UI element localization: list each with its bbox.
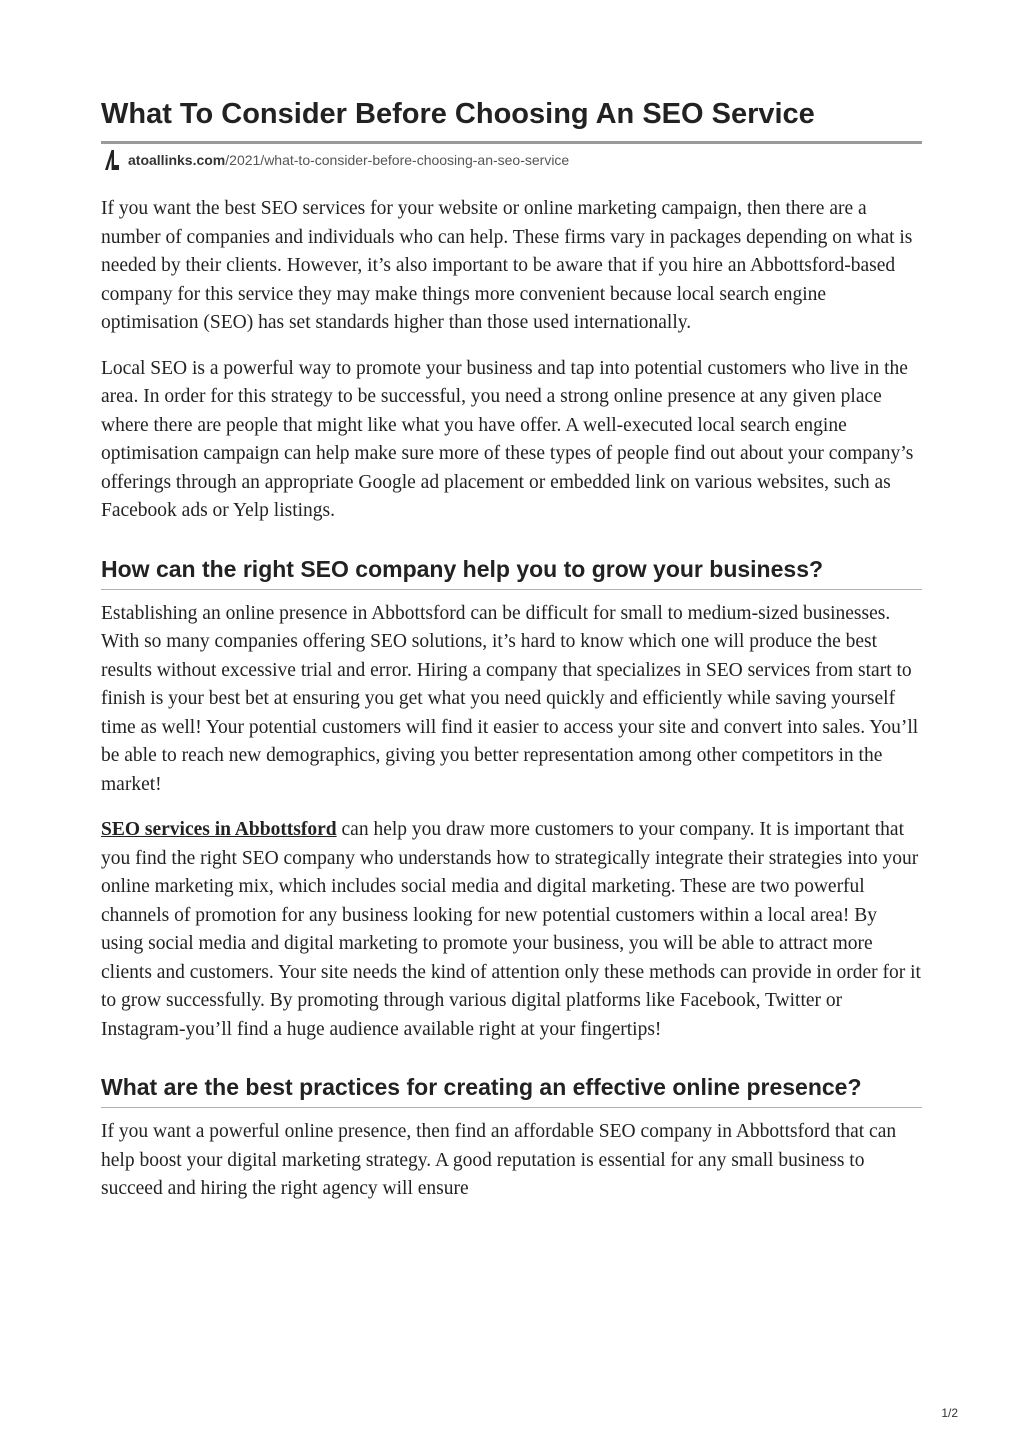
site-logo-icon <box>104 149 120 171</box>
intro-paragraph-2: Local SEO is a powerful way to promote your business and tap into potential customers who live in the area. In order for this strategy to be successful, you need a strong online presence at any given place where there are people that might like what you have offer. A well-executed local search engine optimisation campaign can help make sure more of these types of people find out about your company’s offerings through an appropriate Google ad placement or embedded link on various websites, such as Facebook ads or Yelp listings. <box>101 357 914 521</box>
source-domain[interactable]: atoallinks.com <box>128 152 226 168</box>
section1-paragraph-1: Establishing an online presence in Abbottsford can be difficult for small to medium-sized businesses. With so many companies offering SEO solutions, it’s hard to know which one will produce the best results without excessive trial and error. Hiring a company that specializes in SEO services from start to finish is your best bet at ensuring you get what you need quickly and efficiently while saving yourself time as well! Your potential customers will find it easier to access your site and convert into sales. You’ll be able to reach new demographics, giving you better representation among other competitors in the market! <box>101 602 919 795</box>
source-path[interactable]: /2021/what-to-consider-before-choosing-an-seo-service <box>225 152 570 168</box>
section2-paragraph-1: If you want a powerful online presence, then find an affordable SEO company in Abbottsford that can help boost your digital marketing strategy. A good reputation is essential for any small business to succeed and hiring the right agency will ensure <box>101 1121 897 1199</box>
section1-paragraph-2 <box>101 816 922 1044</box>
document-page <box>101 0 922 1204</box>
article-title: What To Consider Before Choosing An SEO Service <box>101 0 922 144</box>
section-heading-grow-business: How can the right SEO company help you to grow your business? <box>101 554 922 590</box>
page-number: 1/2 <box>941 1406 958 1420</box>
seo-services-link[interactable]: SEO services in Abbottsford <box>101 819 337 840</box>
section1-paragraph-2-text: can help you draw more customers to your company. It is important that you find the right SEO company who understands how to strategically integrate their strategies into your online marketing mix, which includes social media and digital marketing. These are two powerful channels of promotion for any business looking for new potential customers within a local area! By using social media and digital marketing to promote your business, you will be able to attract more clients and customers. Your site needs the kind of attention only these methods can provide in order for it to grow successfully. By promoting through various digital platforms like Facebook, Twitter or Instagram-you’ll find a huge audience available right at your fingertips! <box>101 819 921 1040</box>
intro-paragraph-1: If you want the best SEO services for your website or online marketing campaign, then there are a number of companies and individuals who can help. These firms vary in packages depending on what is needed by their clients. However, it’s also important to be aware that if you hire an Abbottsford-based company for this service they may make things more convenient because local search engine optimisation (SEO) has set standards higher than those used internationally. <box>101 198 913 333</box>
section-heading-best-practices: What are the best practices for creating an effective online presence? <box>101 1072 922 1108</box>
source-line <box>101 148 922 172</box>
